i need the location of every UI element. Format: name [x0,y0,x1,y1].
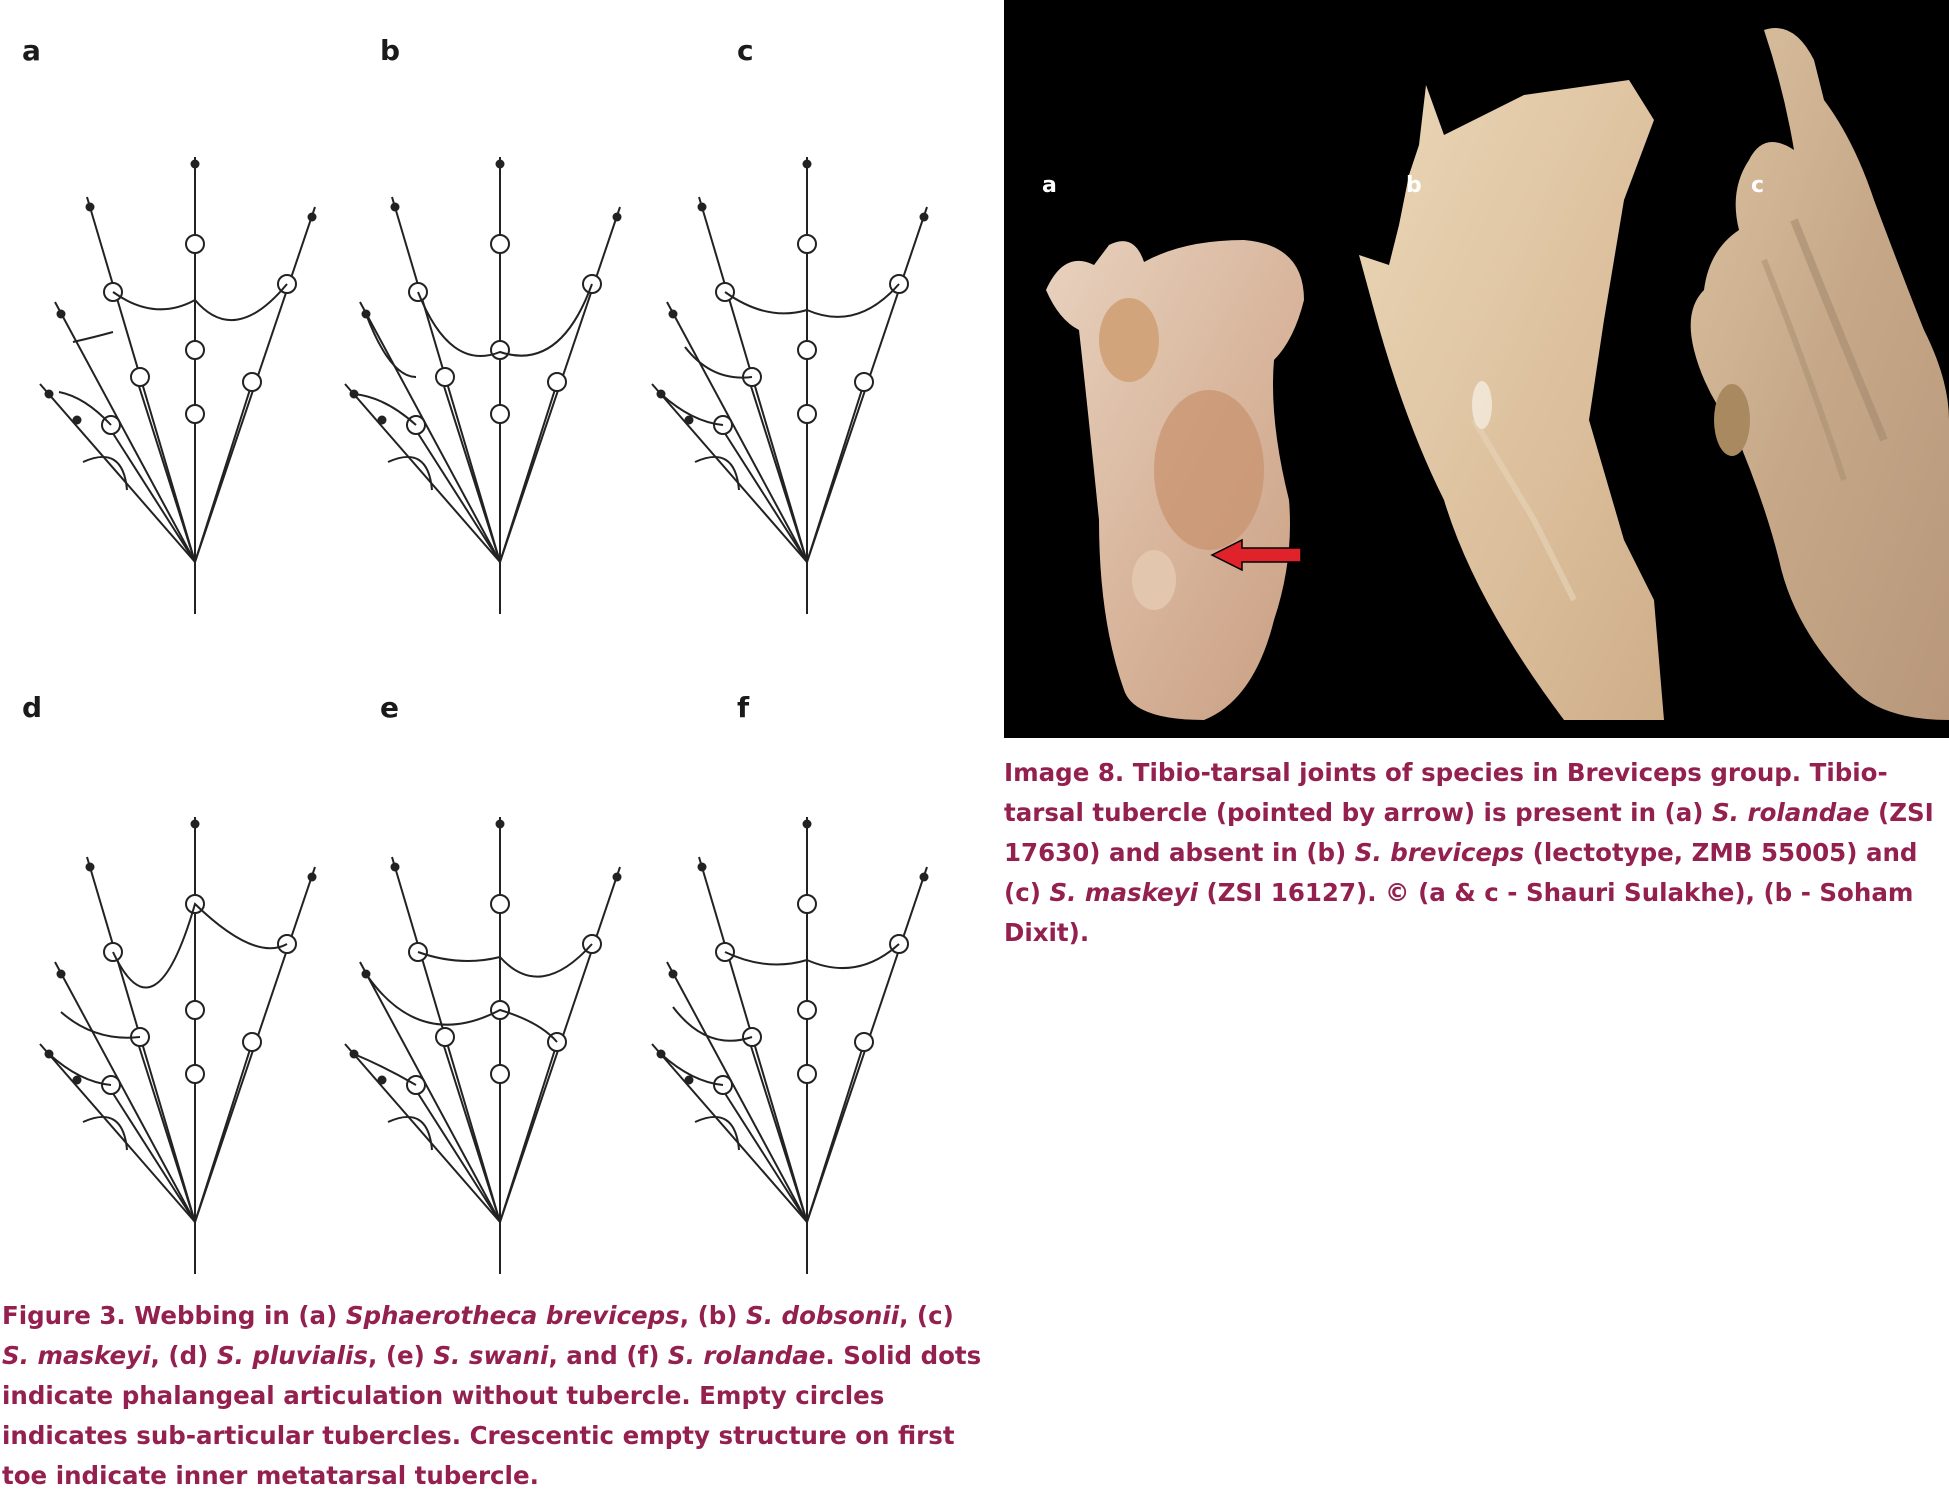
species-name: S. swani [433,1341,549,1370]
panel-label-b: b [380,34,401,67]
webbing-diagram-c [652,157,929,614]
caption-text: , (c) [899,1301,954,1330]
species-name: S. maskeyi [2,1341,151,1370]
figure-3-webbing-diagrams [0,0,1000,1290]
caption-text: Webbing in (a) [125,1301,346,1330]
photo-label-c: c [1751,173,1765,198]
webbing-diagram-d [40,817,317,1274]
caption-text: (ZSI 16127). © (a & c - Shauri Sulakhe), (b - Soham Dixit). [1004,878,1914,947]
webbing-diagram-b [345,157,622,614]
image-8-caption-label: Image 8. [1004,758,1125,787]
caption-text: , (e) [367,1341,434,1370]
species-name: S. dobsonii [746,1301,900,1330]
species-name: S. pluvialis [216,1341,368,1370]
caption-text: (ZSI 17630) and absent in (b) [1004,798,1934,867]
photo-label-b: b [1406,173,1422,198]
panel-label-f: f [737,691,750,724]
webbing-diagram-f [652,817,929,1274]
caption-text: . Solid dots indicate phalangeal articulation without tubercle. Empty circles indicates sub-articular tubercles. Crescentic empty structure on first toe indicate inner metatarsal tubercle. [2,1341,982,1490]
figure-3-caption [2,1296,987,1496]
figure-3-caption-label: Figure 3. [2,1301,126,1330]
caption-text: Tibio-tarsal joints of species in Breviceps group. Tibio-tarsal tubercle (pointed by arrow) is present in (a) [1004,758,1888,827]
caption-text: , and (f) [548,1341,668,1370]
caption-text: , (b) [679,1301,747,1330]
species-name: S. breviceps [1354,838,1525,867]
caption-text: , (d) [150,1341,217,1370]
panel-label-d: d [22,691,43,724]
image-8-photographs [1004,0,1949,738]
species-name: S. rolandae [667,1341,826,1370]
panel-label-c: c [737,34,754,67]
webbing-diagram-e [345,817,622,1274]
panel-label-e: e [380,691,399,724]
species-name: S. maskeyi [1049,878,1198,907]
species-name: S. rolandae [1712,798,1870,827]
caption-text: (lectotype, ZMB 55005) and (c) [1004,838,1918,907]
panel-label-a: a [22,34,41,67]
webbing-diagram-a [40,157,317,614]
photo-label-a: a [1042,173,1057,198]
species-name: Sphaerotheca breviceps [345,1301,680,1330]
image-8-caption [1004,753,1949,953]
